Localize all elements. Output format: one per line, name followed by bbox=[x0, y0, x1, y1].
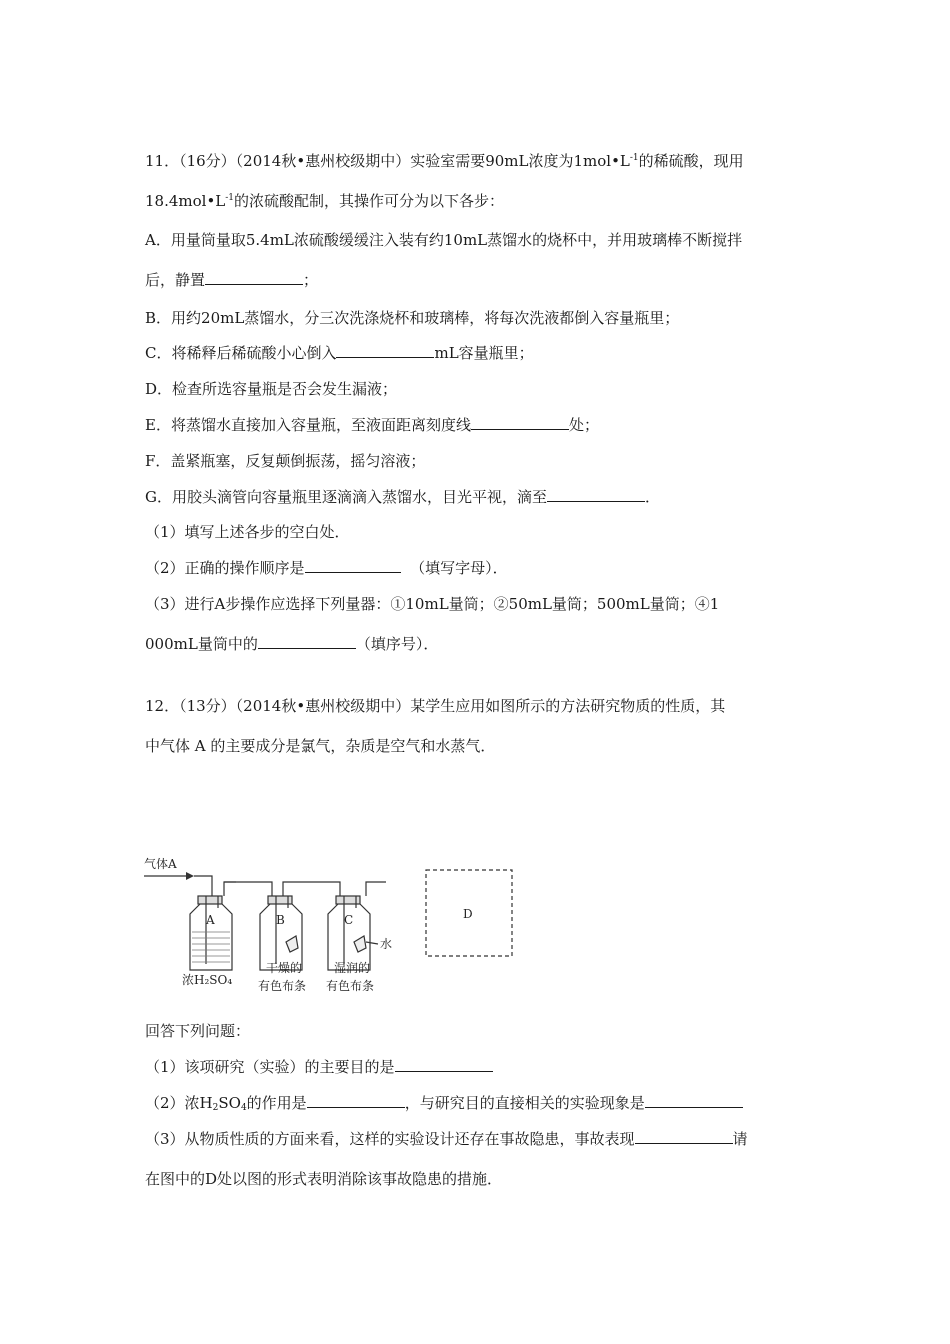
q12-line1: 12．（13分）（2014秋•惠州校级期中）某学生应用如图所示的方法研究物质的性质，其 bbox=[145, 697, 726, 715]
q11-sub-3b-end: （填序号）． bbox=[355, 635, 439, 653]
q11-step-a-2 bbox=[145, 270, 318, 290]
q12-sub-2-d: ，与研究目的直接相关的实验现象是 bbox=[404, 1094, 645, 1112]
q11-sub-3b bbox=[145, 634, 438, 654]
q11-sub-2-end: （填写字母）． bbox=[410, 559, 508, 577]
q11-sub-3b-text: 000mL量筒中的 bbox=[145, 635, 258, 653]
q12-sub-3-end: 请 bbox=[732, 1130, 748, 1148]
q11-step-b: B．用约20mL蒸馏水，分三次洗涤烧杯和玻璃棒，将每次洗液都倒入容量瓶里； bbox=[145, 309, 680, 327]
answer-blank[interactable] bbox=[471, 415, 569, 430]
q11-line2-sup: -1 bbox=[225, 193, 235, 203]
caption-b-2: 有色布条 bbox=[258, 979, 307, 993]
q11-step-c bbox=[145, 343, 534, 363]
q11-line2 bbox=[145, 191, 504, 211]
q12-sub-2-sub1: 2 bbox=[212, 1103, 219, 1113]
bottle-c-label: C bbox=[344, 913, 354, 927]
q11-step-e bbox=[145, 415, 599, 435]
q12-sub-1-text: （1）该项研究（实验）的主要目的是 bbox=[145, 1058, 395, 1076]
q12-sub-2-c: 的作用是 bbox=[246, 1094, 307, 1112]
answer-blank[interactable] bbox=[307, 1093, 405, 1108]
gas-a-label: 气体A bbox=[144, 857, 177, 871]
bottle-b-label: B bbox=[276, 913, 285, 927]
q12-sub-2-b: SO bbox=[218, 1094, 241, 1112]
q12-sub-3b: 在图中的D处以图的形式表明消除该事故隐患的措施． bbox=[145, 1170, 503, 1188]
answer-blank[interactable] bbox=[645, 1093, 743, 1108]
caption-b-1: 干燥的 bbox=[266, 961, 303, 975]
answer-blank[interactable] bbox=[547, 487, 645, 502]
caption-a: 浓H₂SO₄ bbox=[182, 973, 233, 987]
apparatus-figure bbox=[140, 852, 530, 1002]
answer-blank[interactable] bbox=[395, 1057, 493, 1072]
water-label: 水 bbox=[380, 937, 393, 951]
q12-sub-2 bbox=[145, 1093, 743, 1113]
q11-step-g-end: ． bbox=[645, 488, 661, 506]
q12-sub-2-sub2: 4 bbox=[240, 1103, 247, 1113]
q11-sub-2 bbox=[145, 558, 508, 578]
q11-step-a-2-text: 后，静置 bbox=[145, 271, 206, 289]
q11-step-f: F．盖紧瓶塞，反复颠倒振荡，摇匀溶液； bbox=[145, 452, 426, 470]
q12-sub-3-text: （3）从物质性质的方面来看，这样的实验设计还存在事故隐患，事故表现 bbox=[145, 1130, 635, 1148]
q11-step-d: D．检查所选容量瓶是否会发生漏液； bbox=[145, 380, 398, 398]
answer-blank[interactable] bbox=[258, 634, 356, 649]
q11-step-c-end: mL容量瓶里； bbox=[434, 344, 534, 362]
bottle-a-label: A bbox=[206, 913, 215, 927]
q11-line1-sup: -1 bbox=[629, 153, 639, 163]
answer-blank[interactable] bbox=[635, 1129, 733, 1144]
answer-blank[interactable] bbox=[305, 558, 401, 573]
q11-line1 bbox=[145, 151, 744, 171]
q12-sub-1 bbox=[145, 1057, 493, 1077]
caption-c-2: 有色布条 bbox=[326, 979, 375, 993]
q11-line2-end: 的浓硫酸配制，其操作可分为以下各步： bbox=[234, 192, 505, 210]
q12-answer-header: 回答下列问题： bbox=[145, 1022, 251, 1040]
q11-step-a-1: A．用量筒量取5.4mL浓硫酸缓缓注入装有约10mL蒸馏水的烧杯中，并用玻璃棒不断搅拌 bbox=[145, 231, 743, 249]
q11-step-e-text: E．将蒸馏水直接加入容量瓶，至液面距离刻度线 bbox=[145, 416, 471, 434]
q11-step-a-2-end: ； bbox=[303, 271, 319, 289]
q11-sub-3a: （3）进行A步操作应选择下列量器：①10mL量筒；②50mL量筒；500mL量筒；④1 bbox=[145, 595, 720, 613]
answer-blank[interactable] bbox=[205, 270, 303, 285]
q11-step-g-text: G．用胶头滴管向容量瓶里逐滴滴入蒸馏水，目光平视，滴至 bbox=[145, 488, 547, 506]
q11-sub-1: （1）填写上述各步的空白处． bbox=[145, 523, 350, 541]
q11-step-g bbox=[145, 487, 660, 507]
answer-blank[interactable] bbox=[336, 343, 434, 358]
box-d-label: D bbox=[463, 907, 473, 921]
q11-line1-end: 的稀硫酸，现用 bbox=[638, 152, 744, 170]
q11-step-e-end: 处； bbox=[568, 416, 599, 434]
q11-line2-text: 18.4mol•L bbox=[145, 192, 226, 210]
q12-sub-3 bbox=[145, 1129, 748, 1149]
q12-line2: 中气体 A 的主要成分是氯气，杂质是空气和水蒸气． bbox=[145, 737, 496, 755]
q11-sub-2-text: （2）正确的操作顺序是 bbox=[145, 559, 305, 577]
q11-step-c-text: C．将稀释后稀硫酸小心倒入 bbox=[145, 344, 337, 362]
caption-c-1: 湿润的 bbox=[334, 961, 371, 975]
q11-line1-text: 11．（16分）（2014秋•惠州校级期中）实验室需要90mL浓度为1mol•L bbox=[145, 152, 630, 170]
q12-sub-2-a: （2）浓H bbox=[145, 1094, 213, 1112]
